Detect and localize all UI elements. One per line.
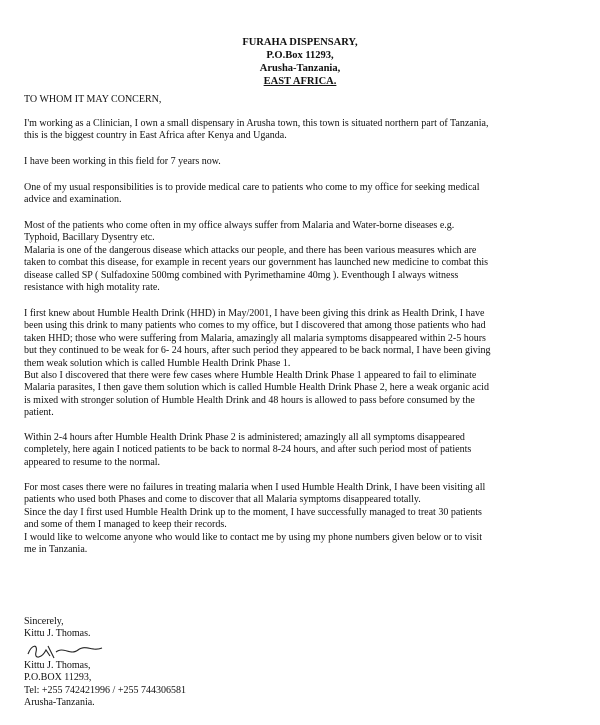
text-line: taken to combat this disease, for example in recent years our government has launched new medicine to combat this [24, 257, 489, 269]
letterhead-region: EAST AFRICA. [263, 76, 337, 87]
closing-block [24, 616, 584, 641]
letterhead-name: FURAHA DISPENSARY, [242, 37, 358, 48]
text-line: For most cases there were no failures in treating malaria when I used Humble Health Drink, I have been visiting all [24, 482, 486, 493]
text-line: appeared to resume to the normal. [24, 456, 161, 468]
text-line: me in Tanzania. [24, 544, 88, 556]
text-line: and some of them I managed to keep their records. [24, 519, 227, 531]
text-line: but they continued to be weak for 6- 24 hours, after such period they appeared to be back normal, I have been giving [24, 345, 491, 357]
sender-city: Arusha-Tanzania. [24, 697, 95, 709]
letterhead-pobox: P.O.Box 11293, [266, 50, 334, 61]
text-line: taken HHD; those who were suffering from Malaria, amazingly all malaria symptoms disappeared within 2-5 hours [24, 332, 486, 344]
salutation: TO WHOM IT MAY CONCERN, [24, 94, 162, 105]
closing-typed-name: Kittu J. Thomas. [24, 628, 91, 640]
text-line: them weak solution which is called Humble Health Drink Phase 1. [24, 357, 291, 369]
text-line: But also I discovered that there were few cases where Humble Health Drink Phase 1 appeared to fail to eliminate [24, 370, 477, 382]
closing-sincerely: Sincerely, [24, 616, 64, 627]
letterhead [0, 36, 600, 88]
text-line: One of my usual responsibilities is to provide medical care to patients who come to my office for seeking medical [24, 182, 480, 193]
handwritten-signature [24, 642, 106, 660]
paragraph-intro [24, 118, 584, 143]
text-line: advice and examination. [24, 194, 122, 206]
paragraph-hhd [24, 308, 584, 420]
text-line: Most of the patients who come often in my office always suffer from Malaria and Water-borne diseases e.g. [24, 220, 455, 231]
text-line: I have been working in this field for 7 years now. [24, 156, 221, 167]
text-line: been using this drink to many patients who comes to my office, but I discovered that among those patients who had [24, 320, 486, 332]
text-line: patients who used both Phases and come to discover that all Malaria symptoms disappeared totally. [24, 494, 421, 506]
paragraph-malaria [24, 220, 584, 294]
text-line: I would like to welcome anyone who would like to contact me by using my phone numbers given below or to visit [24, 531, 482, 543]
text-line: Typhoid, Bacillary Dysentry etc. [24, 232, 155, 244]
sender-pobox: P.O.BOX 11293, [24, 672, 92, 684]
text-line: I first knew about Humble Health Drink (HHD) in May/2001, I have been giving this drink as Health Drink, I have [24, 308, 485, 319]
text-line: Malaria is one of the dangerous disease which attacks our people, and there has been various measures which are [24, 244, 477, 256]
letterhead-city: Arusha-Tanzania, [259, 63, 341, 74]
text-line: Malaria parasites, I then gave them solution which is called Humble Health Drink Phase 2, here a weak organic acid [24, 382, 489, 394]
text-line: Within 2-4 hours after Humble Health Drink Phase 2 is administered; amazingly all all symptoms disappeared [24, 432, 465, 443]
sender-details [24, 660, 584, 710]
text-line: resistance with high motality rate. [24, 282, 160, 294]
text-line: disease called SP ( Sulfadoxine 500mg combined with Pyrimethamine 40mg ). Eventhough I always witness [24, 269, 459, 281]
text-line: I'm working as a Clinician, I own a small dispensary in Arusha town, this town is situated northern part of Tanzania, [24, 118, 489, 129]
paragraph-phase2 [24, 432, 584, 469]
text-line: is mixed with stronger solution of Humble Health Drink and 48 hours is allowed to pass before consumed by the [24, 394, 475, 406]
paragraph-experience [24, 156, 584, 168]
text-line: this is the biggest country in East Africa after Kenya and Uganda. [24, 130, 287, 142]
text-line: Since the day I first used Humble Health Drink up to the moment, I have successfully managed to treat 30 patients [24, 506, 482, 518]
text-line: patient. [24, 407, 54, 419]
text-line: completely, here again I noticed patients to be back to normal 8-24 hours, and after such period most of patients [24, 444, 472, 456]
paragraph-results [24, 482, 584, 556]
paragraph-responsibilities [24, 182, 584, 207]
sender-name: Kittu J. Thomas, [24, 660, 91, 671]
sender-phone: Tel: +255 742421996 / +255 744306581 [24, 684, 186, 696]
